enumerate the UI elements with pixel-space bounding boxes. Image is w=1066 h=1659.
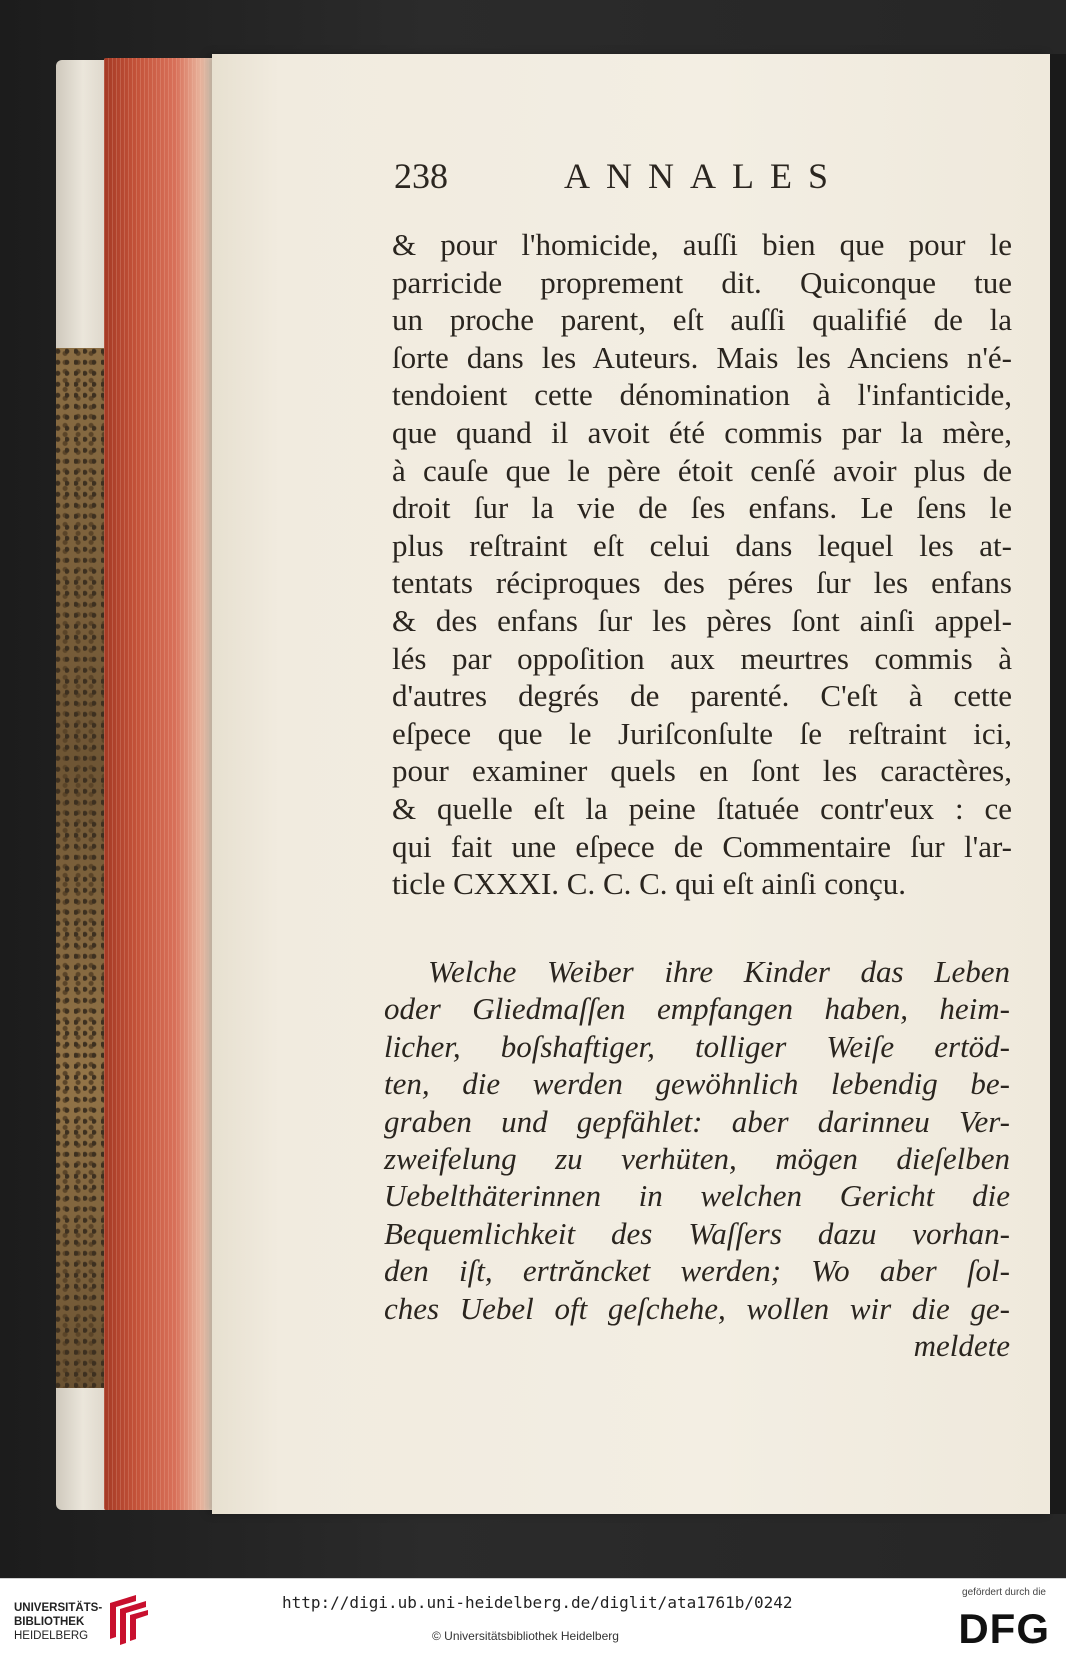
quote-line: ches Uebel oft geſchehe, wollen wir die ge- [384,1290,1010,1326]
red-page-edges [104,58,214,1510]
quote-line: licher, boſshaftiger, tolliger Weiſe ertöd- [384,1028,1010,1064]
quote-line: Uebelthäterinnen in welchen Gericht die [384,1178,1010,1214]
library-name [14,1601,102,1643]
viewer-footer [0,1578,1066,1659]
quote-line: Bequemlichkeit des Waſſers dazu vorhan- [384,1215,1010,1251]
quote-line: Welche Weiber ihre Kinder das Leben [428,954,1010,989]
text-line: lés par oppoſition aux meurtres commis à [392,640,1012,676]
text-line: à cauſe que le père étoit cenſé avoir plus de [392,452,1012,488]
dfg-logo[interactable]: DFG [958,1605,1050,1652]
text-line: tentats réciproques des péres ſur les enfans [392,565,1012,601]
running-title: ANNALES [564,156,844,196]
text-line: & quelle eſt la peine ſtatuée contr'eux : ce [392,790,1012,826]
german-quotation [384,953,1010,1364]
funded-by-label: gefördert durch die [962,1587,1046,1598]
quote-line: oder Gliedmaſſen empfangen haben, heim- [384,991,1010,1027]
text-line: un proche parent, eſt auſſi qualifié de la [392,302,1012,338]
library-name-line: BIBLIOTHEK [14,1616,85,1628]
text-line: plus reſtraint eſt celui dans lequel les at- [392,527,1012,563]
scan-background-right [1050,54,1066,1514]
text-line: eſpece que le Juriſconſulte ſe reſtraint ici, [392,715,1012,751]
text-line: d'autres degrés de parenté. C'eſt à cette [392,678,1012,714]
text-line: droit ſur la vie de ſes enfans. Le ſens le [392,490,1012,526]
page-number: 238 [394,156,448,196]
library-name-line: HEIDELBERG [14,1630,89,1642]
text-line: & des enfans ſur les pères ſont ainſi appel- [392,602,1012,638]
text-line: tendoient cette dénomination à l'infanticide, [392,377,1012,413]
catchword: meldete [913,1327,1010,1363]
library-name-line: UNIVERSITÄTS- [14,1602,103,1614]
body-paragraph [392,226,1012,903]
quote-line: graben und gepfählet: aber darinneu Ver- [384,1103,1010,1139]
text-line: parricide proprement dit. Quiconque tue [392,264,1012,300]
copyright-notice: © Universitätsbibliothek Heidelberg [432,1629,619,1643]
marbled-endpaper [56,348,104,1388]
text-line: que quand il avoit été commis par la mère, [392,414,1012,450]
text-line: qui fait une eſpece de Commentaire ſur l'ar- [392,828,1012,864]
running-head [394,155,854,199]
text-line: pour examiner quels en ſont les caractères, [392,753,1012,789]
text-line: ſorte dans les Auteurs. Mais les Anciens n'é- [392,339,1012,375]
quote-line: den iſt, ertrăncket werden; Wo aber ſol- [384,1253,1010,1289]
quote-line: zweifelung zu verhüten, mögen dieſelben [384,1140,1010,1176]
library-logo-icon[interactable] [106,1593,152,1647]
permalink-url[interactable]: http://digi.ub.uni-heidelberg.de/diglit/ata1761b/0242 [282,1593,793,1612]
text-line: ticle CXXXI. C. C. C. qui eſt ainſi conçu. [392,866,907,902]
quote-line: ten, die werden gewöhnlich lebendig be- [384,1066,1010,1102]
text-line: & pour l'homicide, auſſi bien que pour le [392,227,1012,262]
